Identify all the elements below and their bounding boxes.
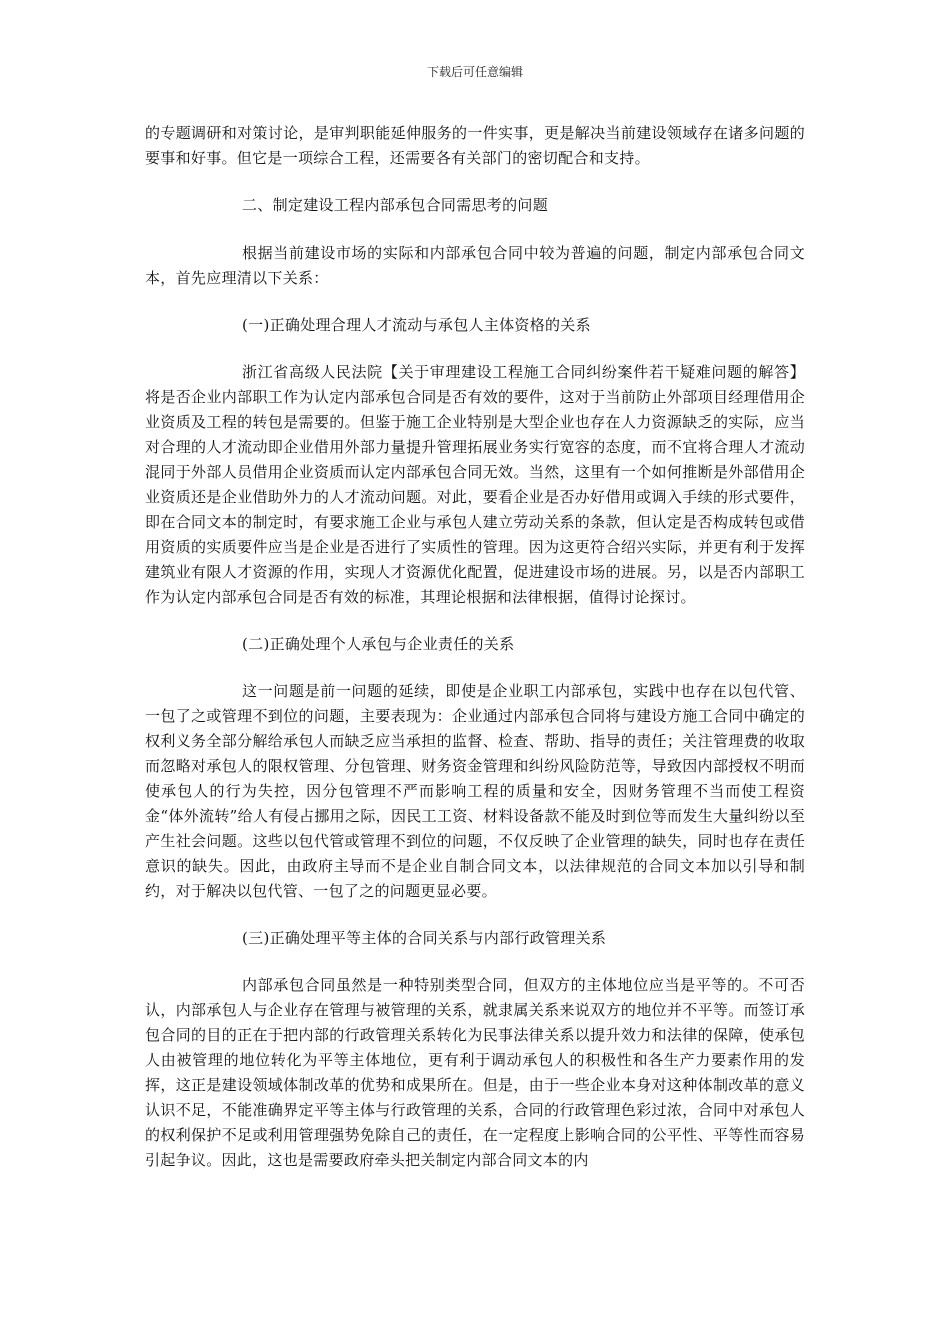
subsection-heading-2: (二)正确处理个人承包与企业责任的关系 [242, 635, 515, 653]
page-header: 下载后可任意编辑 [426, 65, 523, 79]
subsection-heading-3: (三)正确处理平等主体的合同关系与内部行政管理关系 [242, 929, 607, 947]
subsection-heading-1: (一)正确处理合理人才流动与承包人主体资格的关系 [242, 316, 591, 334]
continued-paragraph: 的专题调研和对策讨论，是审判职能延伸服务的一件实事，更是解决当前建设领域存在诸多问题的要事和好事。但它是一项综合工程，还需要各有关部门的密切配合和支持。 [145, 124, 805, 167]
paragraph-equal-subjects: 内部承包合同虽然是一种特别类型合同，但双方的主体地位应当是平等的。不可否认，内部承包人与企业存在管理与被管理的关系，就隶属关系来说双方的地位并不平等。而签订承包合同的目的正在于把内部的行政管理关系转化为民事法律关系以提升效力和法律的保障，使承包人由被管理的地位转化为平等主体地位，更有利于调动承包人的积极性和各生产力要素作用的发挥，这正是建设领域体制改革的优势和成果所在。但是，由于一些企业本身对这种体制改革的意义认识不足，不能准确界定平等主体与行政管理的关系，合同的行政管理色彩过浓，合同中对承包人的权利保护不足或利用管理强势免除自己的责任，在一定程度上影响合同的公平性、平等性而容易引起争议。因此，这也是需要政府牵头把关制定内部合同文本的内 [145, 976, 805, 1169]
section-heading: 二、制定建设工程内部承包合同需思考的问题 [242, 196, 549, 214]
intro-paragraph: 根据当前建设市场的实际和内部承包合同中较为普遍的问题，制定内部承包合同文本，首先应理清以下关系： [145, 244, 805, 287]
paragraph-individual-contract: 这一问题是前一问题的延续，即使是企业职工内部承包，实践中也存在以包代管、一包了之或管理不到位的问题，主要表现为：企业通过内部承包合同将与建设方施工合同中确定的权利义务全部分解给承包人而缺乏应当承担的监督、检查、帮助、指导的责任；关注管理费的收取而忽略对承包人的限权管理、分包管理、财务资金管理和纠纷风险防范等，导致因内部授权不明而使承包人的行为失控，因分包管理不严而影响工程的质量和安全，因财务管理不当而使工程资金“体外流转”给人有侵占挪用之际，因民工工资、材料设备款不能及时到位等而发生大量纠纷以至产生社会问题。这些以包代管或管理不到位的问题，不仅反映了企业管理的缺失，同时也存在责任意识的缺失。因此，由政府主导而不是企业自制合同文本，以法律规范的合同文本加以引导和制约，对于解决以包代管、一包了之的问题更显必要。 [145, 682, 805, 900]
document-body [145, 121, 805, 1173]
paragraph-talent-flow: 浙江省高级人民法院【关于审理建设工程施工合同纠纷案件若干疑难问题的解答】将是否企业内部职工作为认定内部承包合同是否有效的要件，这对于当前防止外部项目经理借用企业资质及工程的转包是需要的。但鉴于施工企业特别是大型企业也存在人力资源缺乏的实际，应当对合理的人才流动即企业借用外部力量提升管理拓展业务实行宽容的态度，而不宜将合理人才流动混同于外部人员借用企业资质而认定内部承包合同无效。当然，这里有一个如何推断是外部借用企业资质还是企业借助外力的人才流动问题。对此，要看企业是否办好借用或调入手续的形式要件，即在合同文本的制定时，有要求施工企业与承包人建立劳动关系的条款，但认定是否构成转包或借用资质的实质要件应当是企业是否进行了实质性的管理。因为这更符合绍兴实际，并更有利于发挥建筑业有限人才资源的作用，实现人才资源优化配置，促进建设市场的进展。另，以是否内部职工作为认定内部承包合同是否有效的标准，其理论根据和法律根据，值得讨论探讨。 [145, 363, 805, 606]
